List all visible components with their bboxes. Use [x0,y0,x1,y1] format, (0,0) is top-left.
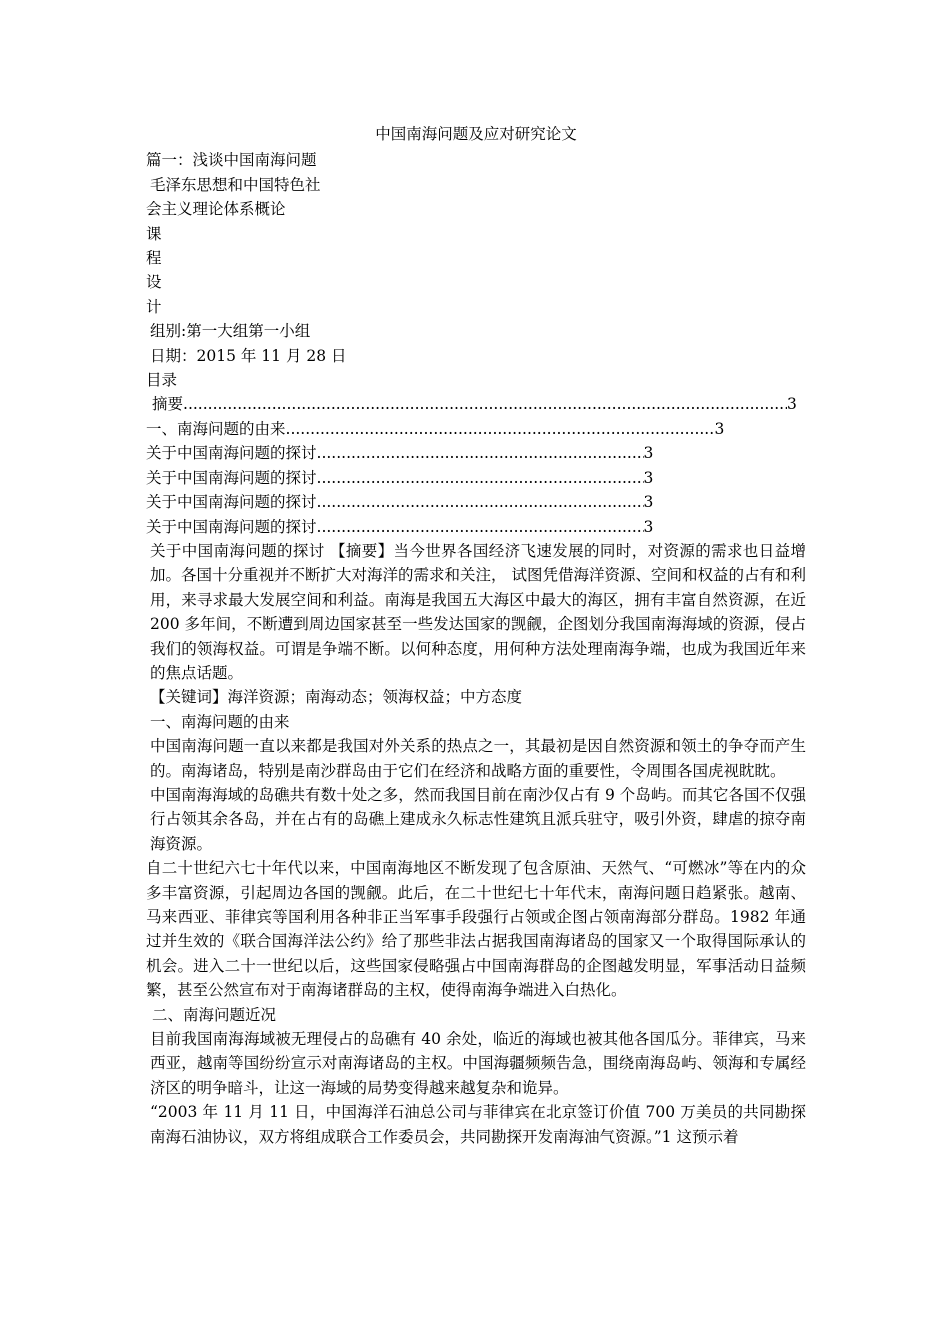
toc-leader [317,490,644,514]
toc-entry[interactable] [146,490,806,514]
document-page [146,122,806,1149]
design-char: 课 [146,224,162,243]
course-name-line-2: 会主义理论体系概论 [146,200,286,219]
date-label: 日期：2015 年 11 月 28 日 [150,346,347,365]
toc-entry-label: 关于中国南海问题的探讨 [146,444,317,463]
section-2-heading: 二、南海问题近况 [152,1005,277,1024]
toc-entry[interactable] [146,515,806,539]
toc-leader [317,515,644,539]
abstract-paragraph: 关于中国南海问题的探讨 【摘要】当今世界各国经济飞速发展的同时，对资源的需求也日益增加。各国十分重视并不断扩大对海洋的需求和关注， 试图凭借海洋资源、空间和权益的占有和利用，来寻求最大发展空间和利益。南海是我国五大海区中最大的海区，拥有丰富自然资源，在近 200 多年间，不断遭到周边国家甚至一些发达国家的觊觎，企图划分我国南海海域的资源，侵占我们的领海权益。可谓是争端不断。以何种态度，用何种方法处理南海争端，也成为我国近年来的焦点话题。 [150,541,806,682]
toc-leader [286,417,715,441]
group-label: 组别:第一大组第一小组 [150,322,311,341]
section-1-heading: 一、南海问题的由来 [150,712,290,731]
part-heading: 篇一：浅谈中国南海问题 [146,151,317,170]
keywords-line: 【关键词】海洋资源；南海动态；领海权益；中方态度 [150,688,523,707]
toc-entry-page: 3 [643,493,654,512]
toc-heading: 目录 [146,371,178,390]
toc-entry-page: 3 [643,444,654,463]
toc-entry[interactable] [146,441,806,465]
toc-leader [183,392,787,416]
toc-leader [317,466,644,490]
design-char: 设 [146,273,162,292]
design-char: 程 [146,249,162,268]
section-1-paragraph-1: 中国南海问题一直以来都是我国对外关系的热点之一，其最初是因自然资源和领土的争夺而产生的。南海诸岛，特别是南沙群岛由于它们在经济和战略方面的重要性，令周围各国虎视眈眈。 [150,737,806,780]
section-1-paragraph-3: 自二十世纪六七十年代以来，中国南海地区不断发现了包含原油、天然气、“可燃冰”等在内的众多丰富资源，引起周边各国的觊觎。此后，在二十世纪七十年代末，南海问题日趋紧张。越南、马来西亚、菲律宾等国利用各种非正当军事手段强行占领或企图占领南海部分群岛。1982 年通过并生效的《联合国海洋法公约》给了那些非法占据我国南海诸岛的国家又一个取得国际承认的机会。进入二十一世纪以后，这些国家侵略强占中国南海群岛的企图越发明显，军事活动日益频繁，甚至公然宣布对于南海诸群岛的主权，使得南海争端进入白热化。 [146,859,806,1000]
section-2-paragraph-1: 目前我国南海海域被无理侵占的岛礁有 40 余处，临近的海域也被其他各国瓜分。菲律宾，马来西亚，越南等国纷纷宣示对南海诸岛的主权。中国海疆频频告急，围绕南海岛屿、领海和专属经济区的明争暗斗，让这一海域的局势变得越来越复杂和诡异。 [150,1030,806,1097]
toc-entry[interactable] [146,392,806,416]
toc-entry-label: 关于中国南海问题的探讨 [146,468,317,487]
toc-leader [317,441,644,465]
section-1-paragraph-2: 中国南海海域的岛礁共有数十处之多，然而我国目前在南沙仅占有 9 个岛屿。而其它各国不仅强行占领其余各岛，并在占有的岛礁上建成永久标志性建筑且派兵驻守，吸引外资，肆虐的掠夺南海资源。 [150,785,806,853]
section-2-paragraph-2: “2003 年 11 月 11 日，中国海洋石油总公司与菲律宾在北京签订价值 700 万美员的共同勘探南海石油协议，双方将组成联合工作委员会，共同勘探开发南海油气资源。”1 这预示着 [150,1103,806,1146]
toc-entry-label: 关于中国南海问题的探讨 [146,517,317,536]
toc-entry[interactable] [146,417,806,441]
design-char: 计 [146,297,162,316]
document-title: 中国南海问题及应对研究论文 [375,125,577,143]
toc-entry-page: 3 [787,395,797,414]
toc-entry-label: 摘要 [152,395,184,414]
toc-entry-label: 一、南海问题的由来 [146,419,286,438]
toc-entry-page: 3 [643,468,654,487]
toc-entry-label: 关于中国南海问题的探讨 [146,493,317,512]
toc-entry-page: 3 [643,517,654,536]
table-of-contents [146,392,806,538]
toc-entry-page: 3 [714,419,725,438]
course-name-line-1: 毛泽东思想和中国特色社 [150,175,321,194]
toc-entry[interactable] [146,466,806,490]
